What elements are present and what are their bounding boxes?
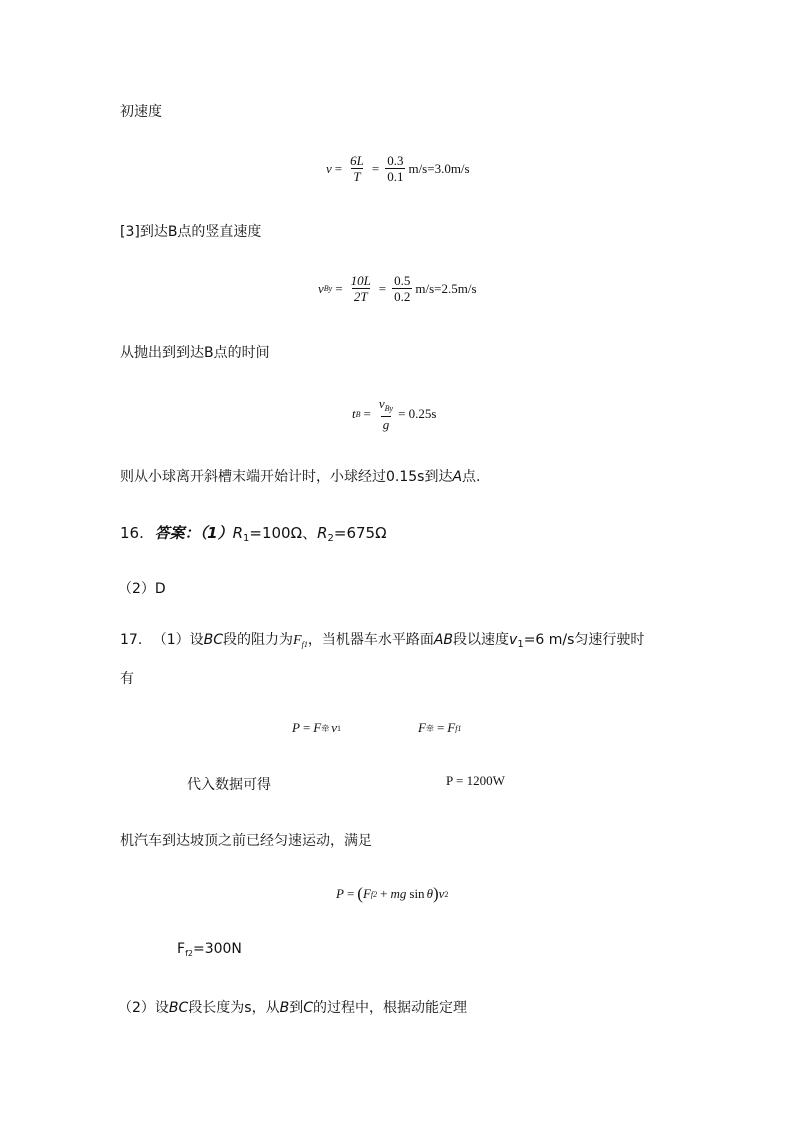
equation-initial-velocity: v = $\frac{6L}{T}$ = $\frac{0.3}{0.1}$ m/s=3.0m/s: [326, 153, 470, 184]
fraction: $\frac{0.3}{0.1}$: [387, 153, 404, 184]
equation-slope: P = ( F f2 + mg sin θ ) v 2: [336, 884, 449, 903]
text-substitute: 代入数据可得: [187, 777, 271, 793]
equation-power-value: P = 1200W: [446, 773, 505, 788]
text-time-to-b: 从抛出到到达B点的时间: [120, 345, 270, 361]
equation-force-balance: F 牵 = F f1: [418, 720, 462, 735]
equation-power: P = F 牵 v 1: [292, 720, 342, 735]
answer-17-line1: 17. （1）设BC段的阻力为$F_{f1}$，当机器车水平路面AB段以速度$v_1=6$ m/s匀速行驶时: [120, 632, 645, 650]
equation-vertical-velocity: v By = $\frac{10L}{2T}$ = $\frac{0.5}{0.2}$ m/s=2.5m/s: [318, 273, 477, 304]
fraction: $\frac{0.5}{0.2}$: [394, 273, 411, 304]
answer-16: 16. 答案：$(1)R_1=100\Omega$、$R_2=675\Omega$: [120, 524, 387, 544]
fraction: $\frac{6L}{T}$: [350, 153, 364, 184]
text-friction-result: $F_{f2}=300N$: [177, 941, 242, 958]
answer-16-part2: （2）D: [118, 581, 166, 597]
fraction: $\frac{v_{By}}{g}$: [378, 396, 394, 432]
eq-var: v: [326, 160, 332, 176]
eq-result: m/s=3.0m/s: [408, 160, 470, 176]
text-conclusion: 则从小球离开斜槽末端开始计时，小球经过0.15s到达A点.: [120, 469, 481, 485]
answer-17-line2: 有: [120, 671, 134, 687]
text-uniform-motion: 机汽车到达坡顶之前已经匀速运动，满足: [120, 833, 372, 849]
equation-time: t B = $\frac{v_{By}}{g}$ = 0.25s: [352, 396, 437, 432]
fraction: $\frac{10L}{2T}$: [350, 273, 371, 304]
text-vertical-velocity: [3]到达B点的竖直速度: [120, 224, 262, 240]
eq-result: m/s=2.5m/s: [415, 280, 477, 296]
text-initial-velocity: 初速度: [120, 104, 162, 120]
eq-result: = 0.25s: [398, 406, 437, 421]
answer-17-part2: （2）设BC段长度为s，从B到C的过程中，根据动能定理: [118, 1000, 467, 1016]
eq-sign: =: [334, 160, 343, 176]
